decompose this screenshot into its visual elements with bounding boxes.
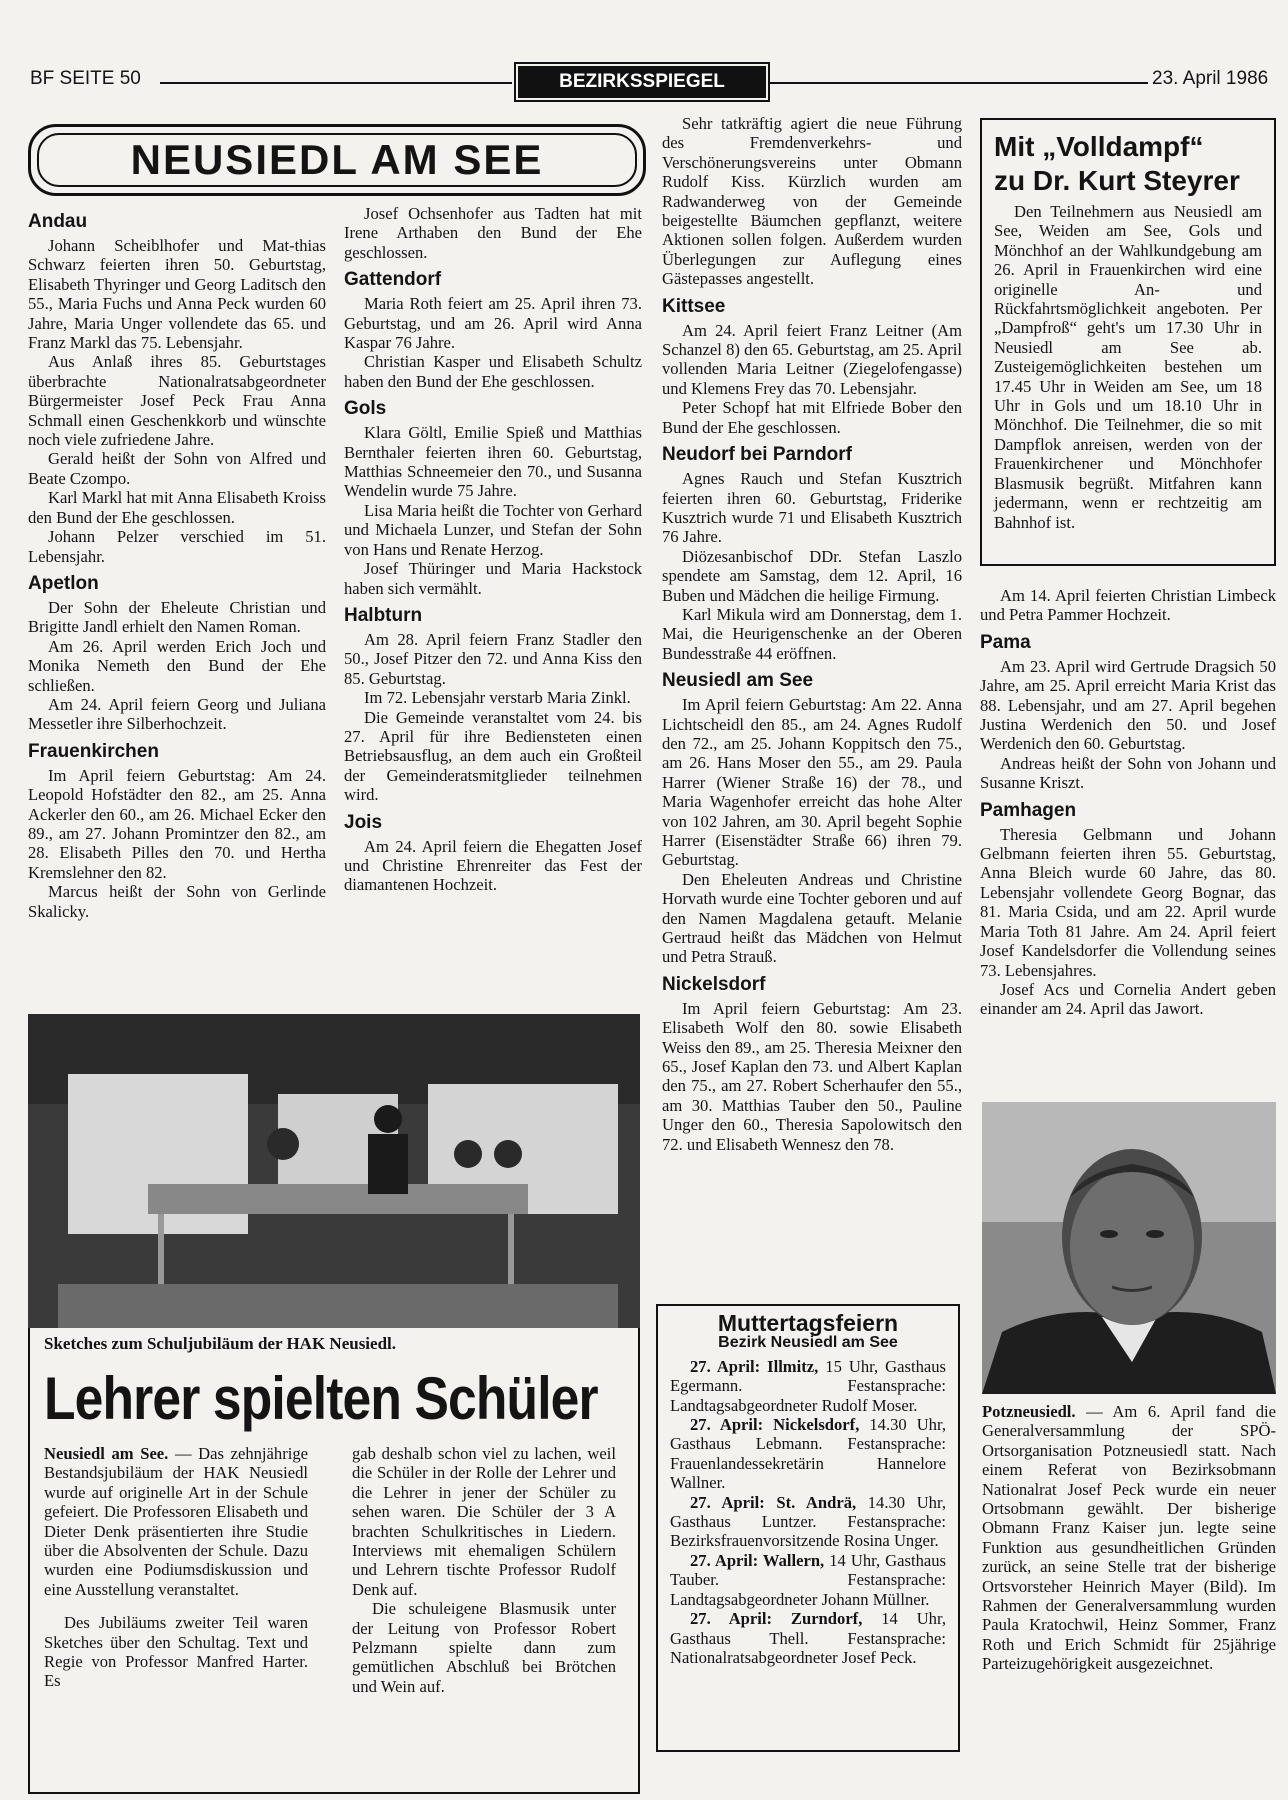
photo-caption: Sketches zum Schuljubiläum der HAK Neusiedl. <box>44 1334 397 1353</box>
heading-halbturn: Halbturn <box>344 604 423 626</box>
section-badge: BEZIRKSSPIEGEL <box>518 66 766 98</box>
paragraph: Josef Ochsenhofer aus Tadten hat mit Irene Arthaben den Bund der Ehe geschlossen. <box>344 204 642 262</box>
story-column-2 <box>352 1444 616 1696</box>
paragraph: Die Gemeinde veranstaltet vom 24. bis 27. April für ihre Bediensteten einen Betriebsausflug, an dem auch ein Großteil der Gemeinderatsmitglieder teilnehmen wird. <box>344 707 642 805</box>
muttertag-subtitle: Bezirk Neusiedl am See <box>718 1334 898 1352</box>
header-rule-right <box>770 82 1148 84</box>
heading-neudorf: Neudorf bei Parndorf <box>662 444 853 466</box>
heading-kittsee: Kittsee <box>662 295 726 317</box>
paragraph: Klara Göltl, Emilie Spieß und Matthias Bernthaler feierten ihren 60. Geburtstag, Matthias Schneemeier den 70., und Susanna Wendelin wurde 75 Jahre. <box>344 423 642 501</box>
event-entry: 27. April: Wallern, 14 Uhr, Gasthaus Tauber. Festansprache: Landtagsabgeordneter Johann Müllner. <box>670 1550 946 1609</box>
muttertag-box <box>656 1304 960 1752</box>
muttertag-title: Muttertagsfeiern <box>717 1310 899 1336</box>
paragraph: Lisa Maria heißt die Tochter von Gerhard und Michaela Lunzer, und Stefan der Sohn von Hans und Renate Herzog. <box>344 500 642 559</box>
event-entry: 27. April: Zurndorf, 14 Uhr, Gasthaus Thell. Festansprache: Nationalratsabgeordneter Josef Peck. <box>670 1609 946 1667</box>
paragraph: Josef Thüringer und Maria Hackstock haben sich vermählt. <box>344 559 642 598</box>
portrait-photo <box>982 1102 1276 1394</box>
paragraph: Karl Mikula wird am Donnerstag, dem 1. Mai, die Heurigenschenke an der Oberen Bundesstraße 44 eröffnen. <box>662 604 962 663</box>
paragraph: Der Sohn der Eheleute Christian und Brigitte Jandl erhielt den Namen Roman. <box>28 597 326 637</box>
paragraph: Theresia Gelbmann und Johann Gelbmann feierten ihren 55. Geburtstag, Anna Bleich wurde 60 Jahre, das 80. Lebensjahr vollendete Georg Bognar, das 81. Maria Csida, und am 22. April wurde Maria Toth 81 Jahre. Am 24. April feiert Josef Kandelsdorfer die Vollendung seines 73. Lebensjahres. <box>980 824 1276 980</box>
event-entry: 27. April: Nickelsdorf, 14.30 Uhr, Gasthaus Lebmann. Festansprache: Frauenlandessekretärin Hannelore Wallner. <box>670 1415 946 1493</box>
story-column-1: Neusiedl am See. — Das zehnjährige Bestandsjubiläum der HAK Neusiedl wurde auf originelle Art in der Schule gefeiert. Die Professoren Elisabeth und Dieter Denk präsentierten ihre Studie über die Absolventen der Schule. Dazu wurden eine Podiumsdiskussion und eine Ausstellung veranstaltet. Des Jubiläums zweiter Teil waren Sketches über den Schultag. Text und Regie von Professor Manfred Harter. Es <box>44 1444 308 1691</box>
paragraph: Im April feiern Geburtstag: Am 23. Elisabeth Wolf den 80. sowie Elisabeth Weiss den 89., am 25. Theresia Meixner den 65., Josef Kaplan den 73. und Albert Kaplan den 75., am 27. Robert Scherhaufer den 55., am 30. Matthias Tauber den 50., Pauline Unger den 60., Theresia Sapolowitsch den 72. und Elisabeth Wennesz den 78. <box>662 998 962 1154</box>
school-photo <box>28 1014 640 1328</box>
paragraph: Diözesanbischof DDr. Stefan Laszlo spendete am Samstag, dem 12. April, 16 Buben und Mädchen die heilige Firmung. <box>662 546 962 605</box>
volldampf-title-1: Mit „Volldampf“ <box>994 131 1204 162</box>
paragraph: Marcus heißt der Sohn von Gerlinde Skalicky. <box>28 882 326 921</box>
volldampf-box <box>980 118 1276 566</box>
paragraph: Josef Acs und Cornelia Andert geben einander am 24. April das Jawort. <box>980 979 1276 1019</box>
paragraph: Agnes Rauch und Stefan Kusztrich feierten ihren 60. Geburtstag, Friderike Kusztrich wurde 71 und Elisabeth Kusztrich 76 Jahre. <box>662 469 962 547</box>
column-1 <box>28 204 326 921</box>
event-entry: 27. April: Illmitz, 15 Uhr, Gasthaus Egermann. Festansprache: Landtagsabgeordneter Rudolf Moser. <box>670 1356 946 1415</box>
volldampf-title-2: zu Dr. Kurt Steyrer <box>994 165 1240 196</box>
paragraph: Johann Pelzer verschied im 51. Lebensjahr. <box>28 527 326 566</box>
paragraph: Am 23. April wird Gertrude Dragsich 50 Jahre, am 25. April erreicht Maria Krist das 88. Lebensjahr, und am 27. April begehen Justina Werdenich den 50. und Josef Werdenich den 60. Geburtstag. <box>980 656 1276 754</box>
paragraph: Aus Anlaß ihres 85. Geburtstages überbrachte Nationalratsabgeordneter Bürgermeister Josef Peck Frau Anna Schmall einen Geschenkkorb und wünschte noch viele zufriedene Jahre. <box>28 352 326 450</box>
heading-nickelsdorf: Nickelsdorf <box>662 973 766 995</box>
heading-gattendorf: Gattendorf <box>344 269 442 291</box>
paragraph: Peter Schopf hat mit Elfriede Bober den Bund der Ehe geschlossen. <box>662 398 962 437</box>
paragraph: Andreas heißt der Sohn von Johann und Susanne Kriszt. <box>980 753 1276 793</box>
paragraph: Am 24. April feiert Franz Leitner (Am Schanzel 8) den 65. Geburtstag, am 25. April vollenden Maria Leitner (Ziegelofengasse) und Klemens Frey das 70. Lebensjahr. <box>662 320 962 398</box>
school-image <box>28 1014 640 1328</box>
heading-andau: Andau <box>28 211 88 232</box>
heading-gols: Gols <box>344 398 387 420</box>
paragraph: Sehr tatkräftig agiert die neue Führung des Fremdenverkehrs- und Verschönerungsvereins unter Obmann Rudolf Kiss. Kürzlich wurden am Radwanderweg von der Gemeinde beigestellte Bäumchen gepflanzt, weitere Aktionen sollen folgen. Außerdem wurden Überlegungen zur Auflegung eines Gästepasses angestellt. <box>662 114 962 289</box>
paragraph: Im April feiern Geburtstag: Am 22. Anna Lichtscheidl den 85., am 24. Agnes Rudolf den 72., am 25. Johann Koppitsch den 75., am 26. Hans Moser den 55., am 29. Paula Harrer (Wiener Straße 16) der 78., und Maria Wagenhofer erreicht das hohe Alter von 102 Jahren, am 30. April begeht Sophie Harrer (Eisenstädter Straße 66) ihren 79. Geburtstag. <box>662 695 962 870</box>
title-box <box>28 124 646 196</box>
portrait-image <box>982 1102 1276 1394</box>
paragraph: Am 24. April feiern die Ehegatten Josef und Christine Ehrenreiter das Fest der diamantenen Hochzeit. <box>344 836 642 895</box>
page-number: BF SEITE 50 <box>30 68 141 89</box>
column-4 <box>980 586 1276 1019</box>
heading-apetlon: Apetlon <box>28 572 99 594</box>
paragraph: Karl Markl hat mit Anna Elisabeth Kroiss den Bund der Ehe geschlossen. <box>28 488 326 527</box>
paragraph: Gerald heißt der Sohn von Alfred und Beate Czompo. <box>28 449 326 488</box>
paragraph: gab deshalb schon viel zu lachen, weil die Schüler in der Rolle der Lehrer und die Lehrer in jener der Schüler zu sehen waren. Die Schüler der 3 A brachten Schulkritisches in Liedern. Interviews mit ehemaligen Schülern und Lehrern tischte Professor Rudolf Denk auf. <box>352 1444 616 1599</box>
heading-frauenkirchen: Frauenkirchen <box>28 740 159 762</box>
page-title: NEUSIEDL AM SEE <box>130 136 544 183</box>
heading-pamhagen: Pamhagen <box>980 799 1077 821</box>
paragraph: Maria Roth feiert am 25. April ihren 73. Geburtstag, und am 26. April wird Anna Kaspar 76 Jahre. <box>344 294 642 353</box>
paragraph: Im April feiern Geburtstag: Am 24. Leopold Hofstädter den 82., am 25. Anna Ackerler den 60., am 26. Michael Ecker den 89., am 27. Johann Promintzer den 82., am 28. Elisabeth Pilles den 70. und Hertha Kremslehner den 82. <box>28 765 326 882</box>
column-2 <box>344 204 642 895</box>
paragraph: Die schuleigene Blasmusik unter der Leitung von Professor Robert Pelzmann spielte dann zum gemütlichen Abschluß bei Brötchen und Wein auf. <box>352 1599 616 1696</box>
paragraph: Johann Scheiblhofer und Mat-thias Schwarz feierten ihren 50. Geburtstag, Elisabeth Thyringer und Georg Laditsch den 55., Maria Fuchs und Anna Peck wurden 60 Jahre, Maria Unger vollendete das 65. und Franz Markl das 75. Lebensjahr. <box>28 236 326 353</box>
paragraph: Am 14. April feierten Christian Limbeck und Petra Pammer Hochzeit. <box>980 586 1276 625</box>
heading-jois: Jois <box>344 811 383 833</box>
heading-pama: Pama <box>980 631 1031 653</box>
paragraph: Am 28. April feiern Franz Stadler den 50., Josef Pitzer den 72. und Anna Kiss den 85. Geburtstag. <box>344 629 642 688</box>
paragraph: Am 24. April feiern Georg und Juliana Messetler ihre Silberhochzeit. <box>28 694 326 734</box>
event-entry: 27. April: St. Andrä, 14.30 Uhr, Gasthaus Luntzer. Festansprache: Bezirksfrauenvorsitzende Rosina Unger. <box>670 1492 946 1551</box>
paragraph: Im 72. Lebensjahr verstarb Maria Zinkl. <box>364 688 631 708</box>
column-3 <box>662 114 962 1154</box>
story-headline: Lehrer spielten Schüler <box>44 1365 598 1432</box>
paragraph: Christian Kasper und Elisabeth Schultz haben den Bund der Ehe geschlossen. <box>344 352 642 391</box>
heading-neusiedl: Neusiedl am See <box>662 670 814 692</box>
volldampf-body: Den Teilnehmern aus Neusiedl am See, Weiden am See, Gols und Mönchhof an der Wahlkundgebung am 26. April in Frauenkirchen wird eine originelle An- und Rückfahrtsmöglichkeit angeboten. Per „Dampfroß“ geht's um 17.30 Uhr in Neusiedl am See ab. Zusteigemöglichkeiten bestehen um 17.45 Uhr in Weiden am See, um 18 Uhr in Gols und um 18.10 Uhr in Mönchhof. Die Teilnehmer, die so mit Dampflok anreisen, werden von der Frauenkirchener und Mönchhofer Blasmusik begrüßt. Mitfahren kann jedermann, wenn er rechtzeitig am Bahnhof ist. <box>994 202 1262 532</box>
paragraph: Am 26. April werden Erich Joch und Monika Nemeth den Bund der Ehe schließen. <box>28 636 326 695</box>
header-rule-left <box>160 82 512 84</box>
portrait-caption: Potzneusiedl. — Am 6. April fand die Generalversammlung der SPÖ-Ortsorganisation Potzneusiedl statt. Nach einem Referat von Bezirksobmann Nationalrat Josef Peck wurde ein neuer Ortsobmann gewählt. Der bisherige Obmann Franz Kaiser jun. legte seine Funktion aus gesundheitlichen Gründen zurück, an seine Stelle trat der bisherige Ortsvorsteher Heinrich Mayer (Bild). Im Rahmen der Generalversammlung wurden Paula Kratochwil, Heinz Sommer, Franz Roth und Erich Schmidt für 25jährige Parteizugehörigkeit ausgezeichnet. <box>982 1402 1276 1674</box>
issue-date: 23. April 1986 <box>1152 68 1269 89</box>
paragraph: Des Jubiläums zweiter Teil waren Sketches über den Schultag. Text und Regie von Professor Manfred Harter. Es <box>44 1613 308 1691</box>
paragraph: Den Eheleuten Andreas und Christine Horvath wurde eine Tochter geboren und auf den Namen Magdalena getauft. Melanie Gertraud heißt das Mädchen von Helmut und Petra Strauß. <box>662 869 962 967</box>
